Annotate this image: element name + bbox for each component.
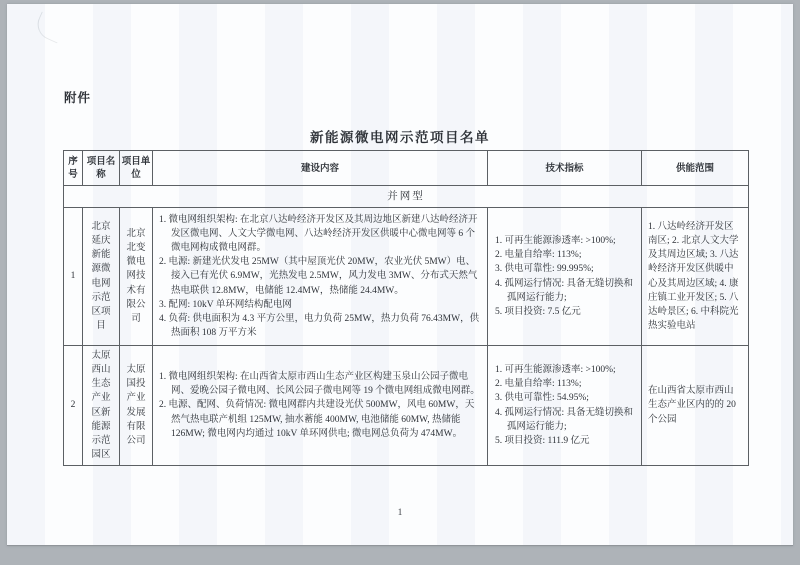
page-number: 1 [397,508,403,518]
cell-index: 1 [64,208,83,346]
cell-index: 2 [64,346,83,466]
content-item: 1. 微电网组织架构: 在北京八达岭经济开发区及其周边地区新建八达岭经济开发区微电网、人文大学微电网、八达岭经济开发区供暖中心微电网等 6 个微电网构成微电网群。 [159,214,478,253]
col-header-index: 序号 [64,151,83,186]
indicator-item: 5. 项目投资: 7.5 亿元 [495,306,581,317]
content-item: 2. 电源: 新建光伏发电 25MW（其中屋顶光伏 20MW，农业光伏 5MW）电、接入已有光伏 6.9MW，光热发电 2.5MW，风力发电 3MW、分布式天然气热电联供 12.8MW，电储能 12.4MW，热储能 24.4MW。 [159,257,478,296]
cell-supply-scope [642,208,749,346]
cell-technical-indicators [488,208,642,346]
cell-supply-scope [642,346,749,466]
cell-project-name: 北京延庆新能源微电网示范区项目 [83,208,120,346]
indicator-item: 5. 项目投资: 111.9 亿元 [495,435,590,446]
col-header-unit: 项目单位 [120,151,153,186]
col-header-indicators: 技术指标 [488,151,642,186]
indicator-item: 4. 孤网运行情况: 具备无缝切换和孤网运行能力; [495,407,634,432]
content-item: 3. 配网: 10kV 单环网结构配电网 [159,299,292,310]
col-header-name: 项目名称 [83,151,120,186]
table-row-project-1 [64,208,749,346]
content-item: 4. 负荷: 供电面积为 4.3 平方公里，电力负荷 25MW，热力负荷 76.43MW，供热面积 108 万平方米 [159,314,480,339]
document-title: 新能源微电网示范项目名单 [310,130,490,145]
attachment-label: 附件 [64,91,92,105]
table-row-project-2 [64,346,749,466]
indicator-item: 1. 可再生能源渗透率: >100%; [495,235,616,246]
cell-project-name: 太原西山生态产业区新能源示范园区 [83,346,120,466]
indicator-item: 3. 供电可靠性: 54.95%; [495,393,589,404]
section-row-grid-connected [64,186,749,208]
cell-project-unit: 北京北变微电网技术有限公司 [120,208,153,346]
indicator-item: 2. 电量自给率: 113%; [495,250,582,261]
col-header-content: 建设内容 [153,151,488,186]
cell-construction-content [153,346,488,466]
content-item: 1. 微电网组织架构: 在山西省太原市西山生态产业区构建玉泉山公园子微电网、爱晚公园子微电网、长风公园子微电网等 19 个微电网组成微电网群。 [159,371,480,397]
cell-project-unit: 太原国投产业发展有限公司 [120,346,153,466]
indicator-item: 4. 孤网运行情况: 具备无缝切换和孤网运行能力; [495,278,634,303]
section-label: 并网型 [64,186,749,208]
content-item: 2. 电源、配网、负荷情况: 微电网群内共建设光伏 500MW，风电 60MW，天然气热电联产机组 125MW, 抽水蓄能 400MW, 电池储能 60MW, 热储能 126MW; 微电网内均通过 10kV 单环网供电; 微电网总负荷为 474MW。 [159,400,475,439]
indicator-item: 1. 可再生能源渗透率: >100%; [495,364,616,375]
scope-text: 1. 八达岭经济开发区南区; 2. 北京人文大学及其周边区域; 3. 八达岭经济开发区供暖中心及其周边区域; 4. 康庄镇工业开发区; 5. 八达岭景区; 6. 中科院光热实验电站 [648,221,739,332]
cell-technical-indicators [488,346,642,466]
cell-construction-content [153,208,488,346]
indicator-item: 3. 供电可靠性: 99.995%; [495,264,594,275]
table-header-row [64,151,749,186]
scope-text: 在山西省太原市西山生态产业区内的的 20 个公园 [648,386,736,425]
col-header-scope: 供能范围 [642,151,749,186]
indicator-item: 2. 电量自给率: 113%; [495,379,582,390]
projects-table [63,150,749,466]
